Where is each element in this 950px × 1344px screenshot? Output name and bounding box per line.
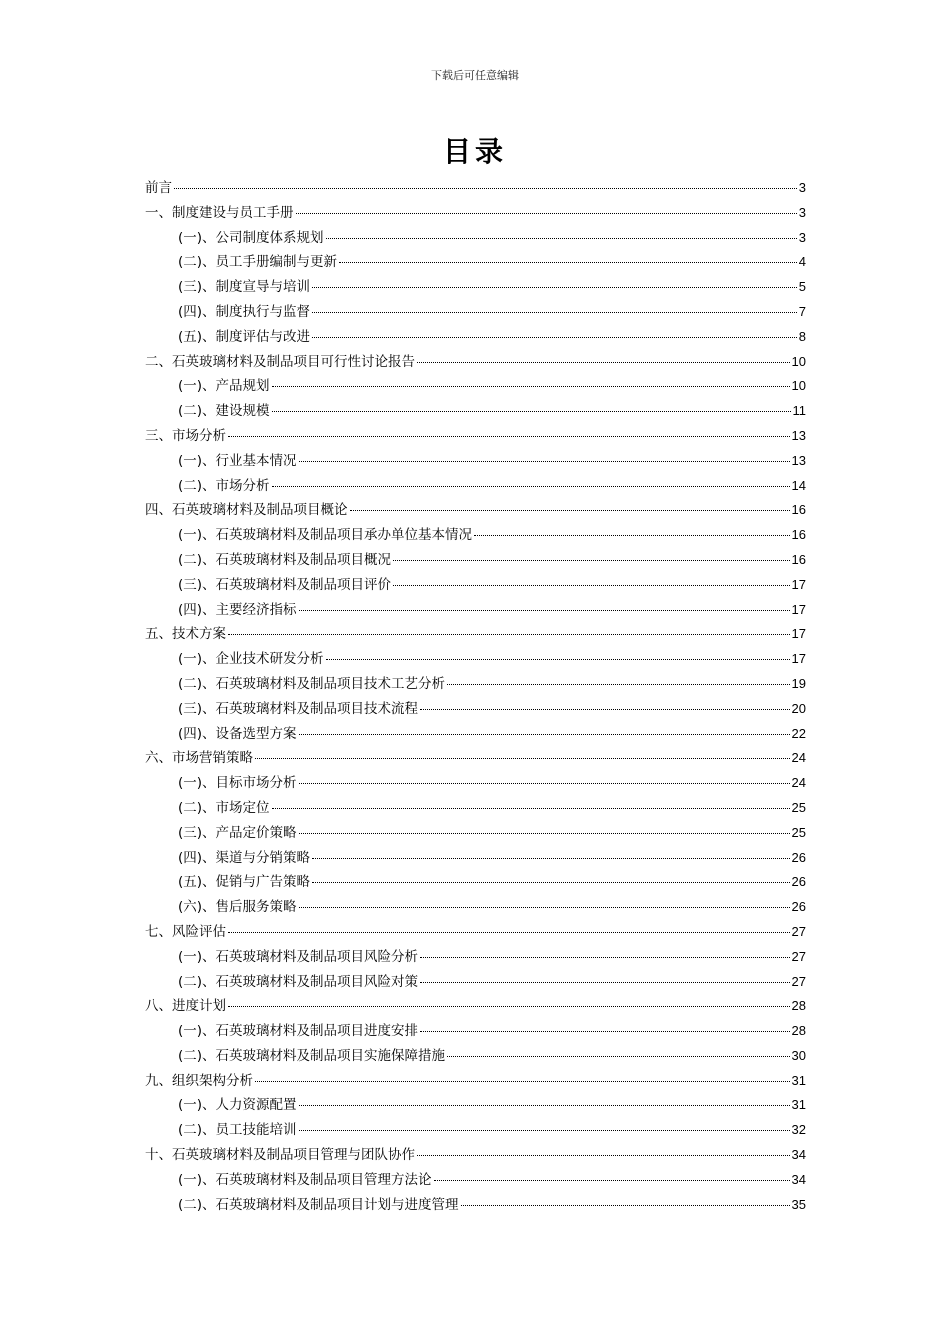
toc-dot-leader xyxy=(299,1105,790,1106)
toc-entry-title: (一)、公司制度体系规划 xyxy=(178,229,324,246)
toc-entry-title: 七、风险评估 xyxy=(145,923,226,940)
toc-dot-leader xyxy=(312,337,797,338)
toc-dot-leader xyxy=(299,907,790,908)
toc-entry[interactable] xyxy=(145,895,806,920)
toc-entry-page: 27 xyxy=(791,923,806,939)
toc-dot-leader xyxy=(228,634,790,635)
toc-dot-leader xyxy=(417,362,790,363)
toc-dot-leader xyxy=(447,1056,789,1057)
toc-entry-page: 3 xyxy=(798,180,806,195)
toc-entry-title: (四)、设备选型方案 xyxy=(178,725,297,742)
toc-entry[interactable] xyxy=(145,722,806,747)
toc-dot-leader xyxy=(474,535,789,536)
toc-entry[interactable] xyxy=(145,523,806,548)
toc-dot-leader xyxy=(420,957,789,958)
page-header: 下载后可任意编辑 xyxy=(431,69,519,82)
toc-entry[interactable] xyxy=(145,399,806,424)
toc-entry[interactable] xyxy=(145,970,806,995)
toc-dot-leader xyxy=(339,262,797,263)
toc-entry[interactable] xyxy=(145,771,806,796)
toc-entry[interactable] xyxy=(145,945,806,970)
toc-entry[interactable] xyxy=(145,821,806,846)
toc-entry-title: 二、石英玻璃材料及制品项目可行性讨论报告 xyxy=(145,353,415,370)
toc-entry-title: (二)、员工技能培训 xyxy=(178,1122,297,1139)
toc-entry-page: 11 xyxy=(792,403,806,419)
toc-entry-page: 26 xyxy=(791,899,806,915)
toc-entry-title: 前言 xyxy=(145,180,172,196)
toc-entry[interactable] xyxy=(145,250,806,275)
toc-entry-page: 17 xyxy=(791,601,806,617)
toc-entry[interactable] xyxy=(145,176,806,201)
toc-entry-title: 八、进度计划 xyxy=(145,998,226,1015)
toc-entry[interactable] xyxy=(145,226,806,251)
toc-entry[interactable] xyxy=(145,424,806,449)
toc-entry-title: (一)、石英玻璃材料及制品项目风险分析 xyxy=(178,948,419,965)
toc-entry-page: 25 xyxy=(791,824,806,840)
toc-entry-title: (二)、石英玻璃材料及制品项目实施保障措施 xyxy=(178,1047,446,1064)
toc-entry-title: (六)、售后服务策略 xyxy=(178,899,297,916)
toc-dot-leader xyxy=(299,833,790,834)
toc-entry-page: 3 xyxy=(798,229,806,245)
toc-entry-title: (一)、行业基本情况 xyxy=(178,452,297,469)
toc-entry-page: 34 xyxy=(791,1171,806,1187)
toc-entry-page: 22 xyxy=(791,725,806,741)
toc-entry-title: (五)、促销与广告策略 xyxy=(178,874,311,891)
toc-entry[interactable] xyxy=(145,1168,806,1193)
toc-entry-page: 4 xyxy=(798,254,806,270)
toc-entry-title: (一)、石英玻璃材料及制品项目管理方法论 xyxy=(178,1171,432,1188)
toc-entry[interactable] xyxy=(145,647,806,672)
toc-entry-title: (二)、建设规模 xyxy=(178,403,270,420)
toc-entry[interactable] xyxy=(145,672,806,697)
toc-entry-page: 10 xyxy=(791,353,806,369)
toc-entry-page: 13 xyxy=(791,427,806,443)
toc-entry-title: (一)、人力资源配置 xyxy=(178,1097,297,1114)
toc-entry[interactable] xyxy=(145,920,806,945)
toc-dot-leader xyxy=(393,585,789,586)
toc-entry-page: 7 xyxy=(798,303,806,319)
toc-dot-leader xyxy=(228,1006,790,1007)
toc-dot-leader xyxy=(350,510,790,511)
toc-entry-title: (二)、员工手册编制与更新 xyxy=(178,254,338,271)
toc-entry-page: 13 xyxy=(791,452,806,468)
toc-entry-page: 28 xyxy=(791,1023,806,1039)
toc-entry[interactable] xyxy=(145,449,806,474)
toc-dot-leader xyxy=(272,808,790,809)
toc-dot-leader xyxy=(434,1180,790,1181)
toc-dot-leader xyxy=(393,560,789,561)
toc-entry-title: 十、石英玻璃材料及制品项目管理与团队协作 xyxy=(145,1147,415,1164)
toc-entry-page: 25 xyxy=(791,799,806,815)
toc-dot-leader xyxy=(447,684,789,685)
toc-entry[interactable] xyxy=(145,201,806,226)
toc-entry-title: (三)、石英玻璃材料及制品项目评价 xyxy=(178,576,392,593)
toc-entry-title: (一)、石英玻璃材料及制品项目进度安排 xyxy=(178,1023,419,1040)
toc-entry[interactable] xyxy=(145,300,806,325)
toc-entry-page: 19 xyxy=(791,675,806,691)
toc-entry-title: (一)、企业技术研发分析 xyxy=(178,651,324,668)
toc-entry-page: 10 xyxy=(791,378,806,394)
toc-entry-page: 16 xyxy=(791,527,806,543)
toc-entry-title: (二)、石英玻璃材料及制品项目风险对策 xyxy=(178,973,419,990)
toc-entry-title: (二)、市场分析 xyxy=(178,477,270,494)
toc-dot-leader xyxy=(255,1081,790,1082)
toc-entry-title: (一)、石英玻璃材料及制品项目承办单位基本情况 xyxy=(178,527,473,544)
toc-dot-leader xyxy=(296,213,797,214)
toc-entry[interactable] xyxy=(145,1193,806,1218)
toc-entry[interactable] xyxy=(145,622,806,647)
toc-entry-title: 五、技术方案 xyxy=(145,626,226,643)
toc-entry-title: 四、石英玻璃材料及制品项目概论 xyxy=(145,502,348,519)
toc-entry-page: 16 xyxy=(791,502,806,518)
toc-entry[interactable] xyxy=(145,796,806,821)
toc-entry[interactable] xyxy=(145,746,806,771)
toc-entry-page: 34 xyxy=(791,1147,806,1163)
toc-entry-title: (三)、产品定价策略 xyxy=(178,824,297,841)
toc-entry-title: 三、市场分析 xyxy=(145,427,226,444)
toc-entry-page: 8 xyxy=(798,328,806,344)
toc-entry[interactable] xyxy=(145,498,806,523)
toc-dot-leader xyxy=(312,858,789,859)
toc-entry-page: 31 xyxy=(791,1072,806,1088)
toc-dot-leader xyxy=(272,386,790,387)
toc-entry-page: 24 xyxy=(791,750,806,766)
toc-entry-page: 3 xyxy=(798,204,806,220)
toc-entry-title: 九、组织架构分析 xyxy=(145,1072,253,1089)
toc-entry[interactable] xyxy=(145,598,806,623)
toc-entry-title: 六、市场营销策略 xyxy=(145,750,253,767)
toc-dot-leader xyxy=(299,734,790,735)
toc-entry-title: (二)、石英玻璃材料及制品项目计划与进度管理 xyxy=(178,1196,459,1213)
toc-dot-leader xyxy=(299,783,790,784)
toc-entry[interactable] xyxy=(145,374,806,399)
toc-entry-title: (二)、石英玻璃材料及制品项目概况 xyxy=(178,551,392,568)
toc-entry[interactable] xyxy=(145,474,806,499)
toc-dot-leader xyxy=(228,436,790,437)
toc-entry[interactable] xyxy=(145,548,806,573)
toc-entry-page: 30 xyxy=(791,1047,806,1063)
toc-dot-leader xyxy=(326,238,797,239)
toc-entry-page: 17 xyxy=(791,576,806,592)
toc-dot-leader xyxy=(312,312,797,313)
toc-entry-page: 17 xyxy=(791,651,806,667)
toc-dot-leader xyxy=(312,882,789,883)
toc-entry-page: 17 xyxy=(791,626,806,642)
toc-entry-page: 27 xyxy=(791,948,806,964)
toc-entry-page: 26 xyxy=(791,874,806,890)
toc-entry-title: (四)、渠道与分销策略 xyxy=(178,849,311,866)
toc-entry[interactable] xyxy=(145,573,806,598)
toc-entry[interactable] xyxy=(145,846,806,871)
toc-entry-page: 32 xyxy=(791,1122,806,1138)
toc-entry-title: 一、制度建设与员工手册 xyxy=(145,204,294,221)
toc-dot-leader xyxy=(255,758,790,759)
toc-entry[interactable] xyxy=(145,870,806,895)
toc-dot-leader xyxy=(420,709,789,710)
toc-entry-page: 27 xyxy=(791,973,806,989)
toc-dot-leader xyxy=(420,1031,789,1032)
toc-entry[interactable] xyxy=(145,1118,806,1143)
toc-dot-leader xyxy=(417,1155,790,1156)
toc-entry-title: (三)、石英玻璃材料及制品项目技术流程 xyxy=(178,700,419,717)
toc-dot-leader xyxy=(326,659,790,660)
toc-dot-leader xyxy=(299,461,790,462)
toc-dot-leader xyxy=(312,287,797,288)
toc-entry-page: 16 xyxy=(791,551,806,567)
toc-entry-page: 26 xyxy=(791,849,806,865)
toc-entry-title: (三)、制度宣导与培训 xyxy=(178,279,311,296)
toc-entry-page: 31 xyxy=(791,1097,806,1113)
toc-entry[interactable] xyxy=(145,1044,806,1069)
toc-dot-leader xyxy=(272,486,790,487)
toc-entry[interactable] xyxy=(145,697,806,722)
toc-dot-leader xyxy=(420,982,789,983)
toc-entry[interactable] xyxy=(145,994,806,1019)
toc-entry[interactable] xyxy=(145,350,806,375)
toc-dot-leader xyxy=(461,1205,790,1206)
toc-entry-title: (二)、石英玻璃材料及制品项目技术工艺分析 xyxy=(178,675,446,692)
toc-entry-page: 14 xyxy=(791,477,806,493)
toc-entry-title: (一)、目标市场分析 xyxy=(178,775,297,792)
toc-dot-leader xyxy=(228,932,790,933)
toc-entry-page: 20 xyxy=(791,700,806,716)
toc-dot-leader xyxy=(174,188,797,189)
toc-entry[interactable] xyxy=(145,1019,806,1044)
toc-dot-leader xyxy=(299,1130,790,1131)
toc-entry-title: (四)、制度执行与监督 xyxy=(178,303,311,320)
toc-entry-title: (一)、产品规划 xyxy=(178,378,270,395)
toc-entry[interactable] xyxy=(145,1143,806,1168)
toc-entry[interactable] xyxy=(145,325,806,350)
toc-dot-leader xyxy=(299,610,790,611)
toc-entry[interactable] xyxy=(145,1093,806,1118)
toc-entry-title: (二)、市场定位 xyxy=(178,799,270,816)
toc-entry[interactable] xyxy=(145,1069,806,1094)
toc-entry-page: 24 xyxy=(791,775,806,791)
toc-entry-page: 5 xyxy=(798,279,806,295)
toc-entry[interactable] xyxy=(145,275,806,300)
toc-entry-page: 28 xyxy=(791,998,806,1014)
toc-entry-title: (四)、主要经济指标 xyxy=(178,601,297,618)
table-of-contents xyxy=(145,176,806,1217)
page-title: 目录 xyxy=(442,135,507,168)
toc-entry-page: 35 xyxy=(791,1196,806,1212)
toc-entry-title: (五)、制度评估与改进 xyxy=(178,328,311,345)
toc-dot-leader xyxy=(272,411,791,412)
